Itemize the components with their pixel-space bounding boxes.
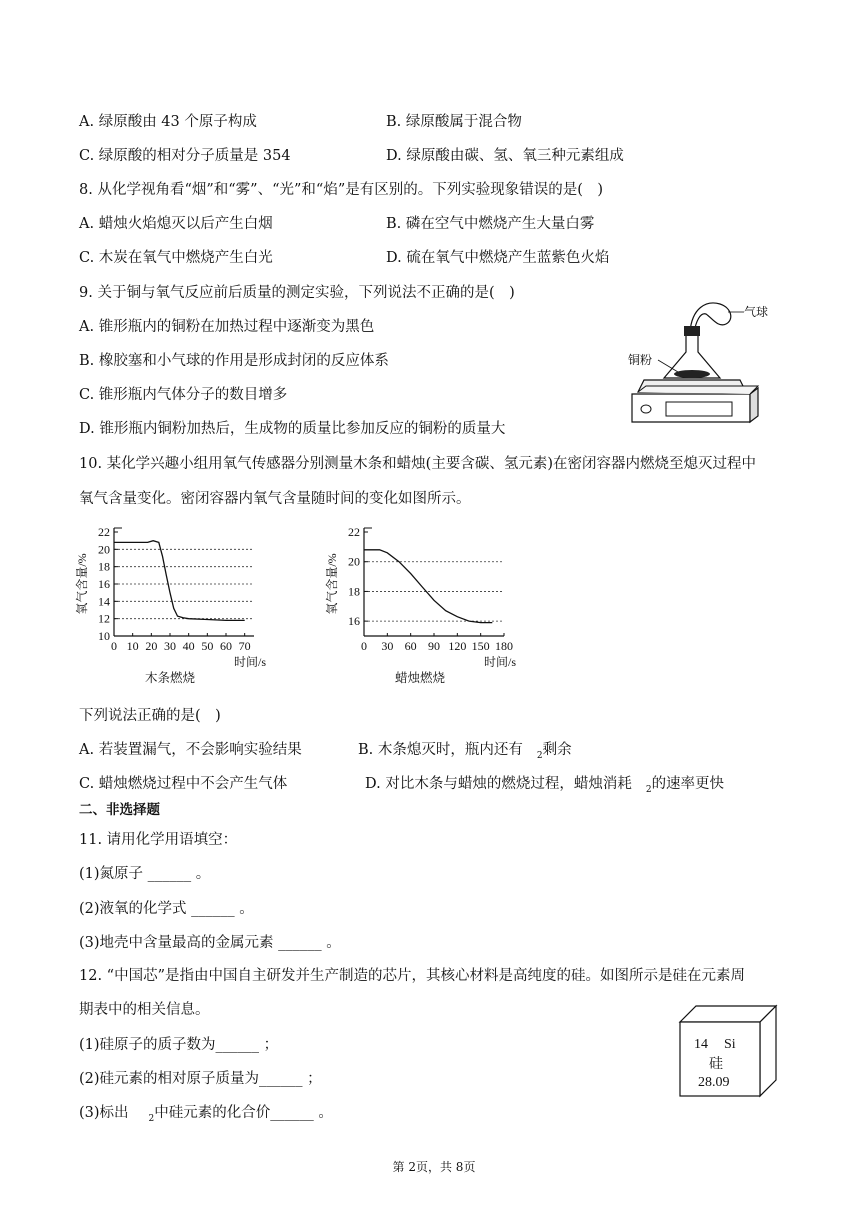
chart-title: 木条燃烧 [144, 671, 196, 685]
balance-display [666, 402, 732, 416]
copper-powder-label: 铜粉 [628, 353, 653, 367]
q12-part1: (1)硅原子的质子数为______ ； [79, 1037, 279, 1053]
q9-option-b: B. 橡胶塞和小气球的作用是形成封闭的反应体系 [79, 353, 389, 369]
x-tick-label: 30 [381, 639, 394, 653]
q7-option-a: A. 绿原酸由 43 个原子构成 [79, 114, 257, 130]
x-tick-label: 10 [126, 639, 139, 653]
x-tick-label: 30 [164, 639, 176, 653]
q7-option-c: C. 绿原酸的相对分子质量是 354 [79, 148, 291, 164]
x-tick-label: 120 [448, 639, 467, 653]
chart-title: 蜡烛燃烧 [394, 671, 446, 685]
y-tick-label: 18 [98, 559, 110, 574]
q7-option-b: B. 绿原酸属于混合物 [386, 114, 522, 130]
x-tick-label: 0 [111, 639, 117, 653]
q9-option-d: D. 锥形瓶内铜粉加热后，生成物的质量比参加反应的铜粉的质量大 [79, 421, 506, 437]
q10-option-b-tail: 剩余 [542, 742, 572, 758]
atomic-number: 14 [694, 1037, 708, 1052]
q10-stem-line2: 氧气含量变化。密闭容器内氧气含量随时间的变化如图所示。 [79, 491, 471, 507]
x-axis-label: 时间/s [233, 655, 267, 669]
oxygen-series-line [364, 550, 492, 623]
balloon-label: 气球 [744, 305, 769, 319]
x-tick-label: 0 [361, 639, 367, 653]
q12-part3-text: (3)标出 [79, 1105, 129, 1121]
element-symbol: Si [724, 1037, 736, 1052]
q8-option-a: A. 蜡烛火焰熄灭以后产生白烟 [79, 216, 273, 232]
q10-option-b-text: B. 木条熄灭时，瓶内还有 [358, 742, 523, 758]
y-tick-label: 18 [348, 584, 360, 599]
q10-option-d-text: D. 对比木条与蜡烛的燃烧过程，蜡烛消耗 [365, 776, 632, 792]
q9-stem: 9. 关于铜与氧气反应前后质量的测定实验，下列说法不正确的是( ) [79, 285, 515, 301]
y-axis-label: 氧气含量/% [75, 553, 89, 615]
q7-option-d: D. 绿原酸由碳、氢、氧三种元素组成 [386, 148, 624, 164]
q11-part1: (1)氮原子 ______ 。 [79, 866, 211, 882]
q9-option-c: C. 锥形瓶内气体分子的数目增多 [79, 387, 288, 403]
balance-button [641, 405, 651, 413]
x-tick-label: 50 [201, 639, 214, 653]
q10-option-b-subscript: 2 [536, 750, 543, 761]
x-tick-label: 40 [182, 639, 195, 653]
x-tick-label: 60 [220, 639, 232, 653]
y-tick-label: 10 [98, 629, 110, 643]
y-axis-label: 氧气含量/% [325, 553, 339, 615]
x-tick-label: 180 [495, 639, 513, 653]
q8-option-b: B. 磷在空气中燃烧产生大量白雾 [386, 216, 595, 232]
q12-stem-line1: 12. “中国芯”是指由中国自主研发并生产制造的芯片，其核心材料是高纯度的硅。如图所示是硅在元素周 [79, 968, 745, 984]
x-tick-label: 90 [428, 639, 440, 653]
silicon-element-cell [678, 1004, 780, 1100]
q12-part3 [79, 1103, 333, 1129]
element-name: 硅 [709, 1057, 723, 1072]
y-tick-label: 22 [348, 525, 360, 539]
q11-part2: (2)液氧的化学式 ______ 。 [79, 901, 254, 917]
q8-option-c: C. 木炭在氧气中燃烧产生白光 [79, 250, 273, 266]
q8-stem: 8. 从化学视角看“烟”和“雾”、“光”和“焰”是有区别的。下列实验现象错误的是( ) [79, 182, 604, 198]
page-footer: 第 2页，共 8页 [392, 1160, 476, 1174]
q10-option-d [365, 774, 724, 800]
q10-option-d-tail: 的速率更快 [651, 776, 725, 792]
atomic-mass: 28.09 [698, 1075, 730, 1090]
q10-option-d-subscript: 2 [645, 784, 652, 795]
q12-part2: (2)硅元素的相对原子质量为______ ； [79, 1071, 322, 1087]
x-tick-label: 60 [404, 639, 417, 653]
y-tick-label: 12 [98, 611, 110, 626]
q12-part3-subscript: 2 [148, 1113, 155, 1124]
q10-stem-line1: 10. 某化学兴趣小组用氧气传感器分别测量木条和蜡烛(主要含碳、氢元素)在密闭容器内燃烧至熄灭过程中 [79, 456, 756, 472]
y-tick-label: 16 [348, 614, 360, 629]
q10-option-b [358, 740, 572, 766]
q8-option-d: D. 硫在氧气中燃烧产生蓝紫色火焰 [386, 250, 610, 266]
candle-burning-chart [322, 518, 522, 688]
q10-option-c: C. 蜡烛燃烧过程中不会产生气体 [79, 776, 288, 792]
y-tick-label: 16 [98, 577, 110, 591]
q12-stem-line2: 期表中的相关信息。 [79, 1002, 210, 1018]
x-tick-label: 20 [145, 639, 158, 653]
q10-question: 下列说法正确的是( ) [79, 708, 221, 724]
q10-option-a: A. 若装置漏气，不会影响实验结果 [79, 742, 302, 758]
oxygen-series-line [114, 541, 245, 621]
q12-part3-tail: 中硅元素的化合价______ 。 [154, 1105, 333, 1121]
q9-option-a: A. 锥形瓶内的铜粉在加热过程中逐渐变为黑色 [79, 319, 375, 335]
x-axis-label: 时间/s [483, 655, 517, 669]
q11-stem: 11. 请用化学用语填空： [79, 832, 238, 848]
y-tick-label: 20 [348, 554, 360, 569]
section-heading: 二、非选择题 [79, 802, 160, 818]
copper-powder [674, 370, 710, 378]
q9-apparatus-figure [622, 296, 782, 432]
y-tick-label: 22 [98, 525, 110, 539]
y-tick-label: 14 [98, 594, 110, 609]
x-tick-label: 150 [471, 639, 490, 653]
x-tick-label: 70 [238, 639, 251, 653]
y-tick-label: 20 [98, 542, 110, 557]
q11-part3: (3)地壳中含量最高的金属元素 ______ 。 [79, 935, 341, 951]
rubber-stopper [684, 326, 700, 336]
wood-burning-chart [72, 518, 272, 688]
